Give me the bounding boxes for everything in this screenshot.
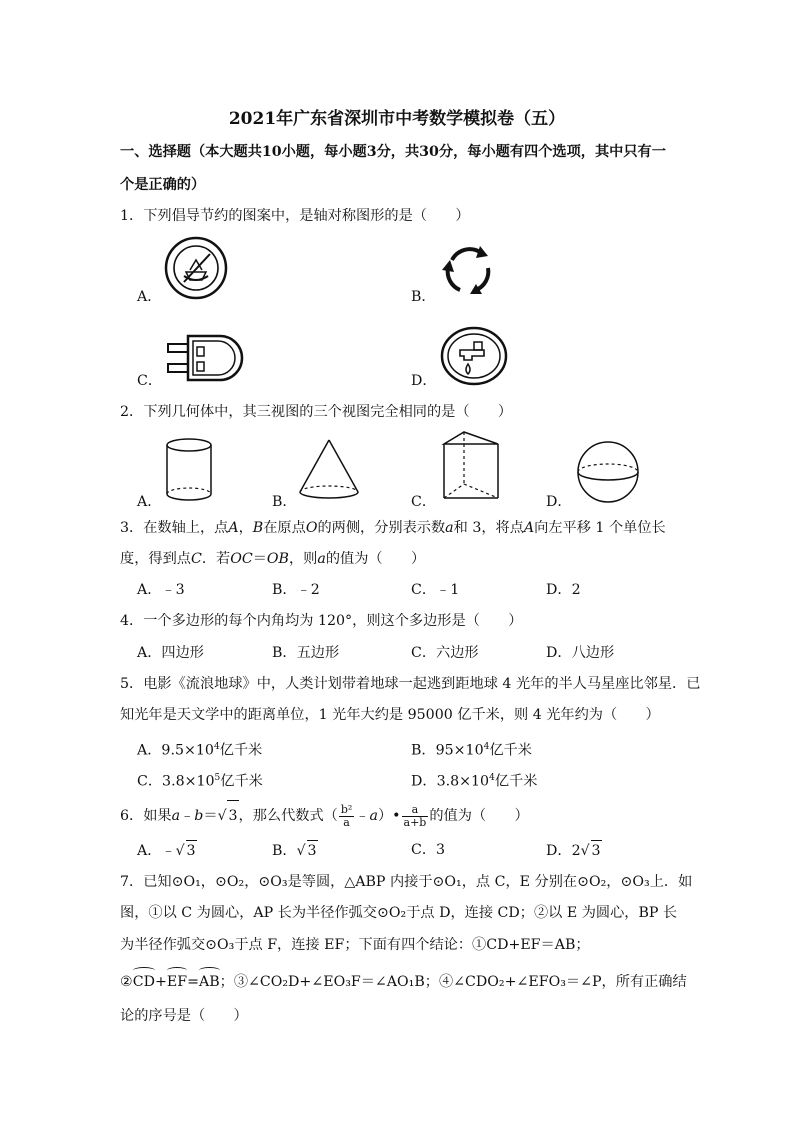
q5-stem-line1: 5．电影《流浪地球》中，人类计划带着地球一起逃到距地球 4 光年的半人马星座比邻星．已 <box>120 676 701 692</box>
q6-option-a: A．﹣√ 3 <box>137 840 197 861</box>
q7-stem-line1: 7．已知⊙O₁，⊙O₂，⊙O₃是等圆，△ABP 内接于⊙O₁，点 C，E 分别在⊙O₂，⊙O₃上．如 <box>120 874 693 890</box>
q5-stem-line2: 知光年是天文学中的距离单位，1 光年大约是 95000 亿千米，则 4 光年约为（ ） <box>120 707 660 723</box>
q3-stem-line2: 度，得到点C．若OC＝OB，则a的值为（ ） <box>120 551 426 567</box>
q5-option-d: D．$3.8\times 10^4$亿千米 <box>411 773 538 790</box>
q2-option-b: B． <box>272 494 297 510</box>
q7-stem-line5: 论的序号是（ ） <box>120 1008 248 1024</box>
q6-option-c: C．3 <box>411 842 446 858</box>
q1-option-c: C． <box>137 373 163 389</box>
cone-icon <box>296 436 362 502</box>
q6-stem: 6．如果a﹣b＝√ 3，那么代数式（ $\frac{\text{b²}}{a}$ ﹣a）• $\frac{a}{a+b}$ 的值为（ ） <box>120 800 529 831</box>
q1-option-d: D． <box>411 373 437 389</box>
water-faucet-icon <box>440 326 508 386</box>
q5-option-b: B．$95\times 10^4$亿千米 <box>411 742 532 759</box>
fraction-b2-over-a: $\frac{\text{b²}}{a}$ <box>340 802 353 829</box>
arc-cd: CD <box>133 969 155 992</box>
arc-ef: EF <box>167 969 187 992</box>
q3-option-c: C．﹣1 <box>411 582 460 598</box>
triangular-prism-icon <box>438 430 504 504</box>
q7-stem-line2: 图，①以 C 为圆心，AP 长为半径作弧交⊙O₂于点 D，连接 CD；②以 E 为圆心，BP 长 <box>120 905 678 921</box>
section-header: 一、选择题（本大题共10小题，每小题3分，共30分，每小题有四个选项，其中只有一 <box>120 144 666 160</box>
q7-stem-line3: 为半径作弧交⊙O₃于点 F，连接 EF；下面有四个结论：①CD+EF＝AB； <box>120 937 590 953</box>
q4-option-d: D．八边形 <box>546 645 615 661</box>
q3-option-b: B．﹣2 <box>272 582 320 598</box>
q2-stem: 2．下列几何体中，其三视图的三个视图完全相同的是（ ） <box>120 404 513 420</box>
fraction-a-over-a-plus-b: $\frac{a}{a+b}$ <box>403 802 427 829</box>
q6-option-d: D．2√ 3 <box>546 840 602 861</box>
no-food-waste-icon <box>164 236 228 300</box>
q5-option-c: C．$3.8\times 10^5$亿千米 <box>137 773 263 790</box>
q3-option-d: D．2 <box>546 582 581 598</box>
q7-stem-line4: ②CD+EF=AB；③∠CO₂D+∠EO₃F＝∠AO₁B；④∠CDO₂+∠EFO₃＝∠P，所有正确结 <box>120 969 687 992</box>
q3-stem-line1: 3．在数轴上，点A，B在原点O的两侧，分别表示数a和 3，将点A向左平移 1 个单位长 <box>120 520 666 536</box>
q2-option-a: A． <box>137 494 162 510</box>
q2-option-c: C． <box>411 494 437 510</box>
q1-stem: 1．下列倡导节约的图案中，是轴对称图形的是（ ） <box>120 208 470 224</box>
q1-option-a: A． <box>137 289 162 305</box>
recycle-arrows-icon <box>440 242 496 298</box>
q5-option-a: A．$9.5\times 10^4$亿千米 <box>137 742 263 759</box>
sphere-icon <box>574 440 642 504</box>
q2-option-d: D． <box>546 494 572 510</box>
q3-option-a: A．﹣3 <box>137 582 185 598</box>
q1-option-b: B． <box>411 289 436 305</box>
arc-ab: AB <box>199 969 220 992</box>
q6-option-b: B．√ 3 <box>272 840 318 861</box>
q4-option-a: A．四边形 <box>137 645 204 661</box>
power-plug-icon <box>164 332 246 384</box>
page-title: 2021年广东省深圳市中考数学模拟卷（五） <box>228 109 566 129</box>
q4-option-b: B．五边形 <box>272 645 340 661</box>
q4-option-c: C．六边形 <box>411 645 479 661</box>
cylinder-icon <box>162 436 216 504</box>
q4-stem: 4．一个多边形的每个内角均为 120°，则这个多边形是（ ） <box>120 613 523 629</box>
section-header-cont: 个是正确的） <box>120 177 206 193</box>
